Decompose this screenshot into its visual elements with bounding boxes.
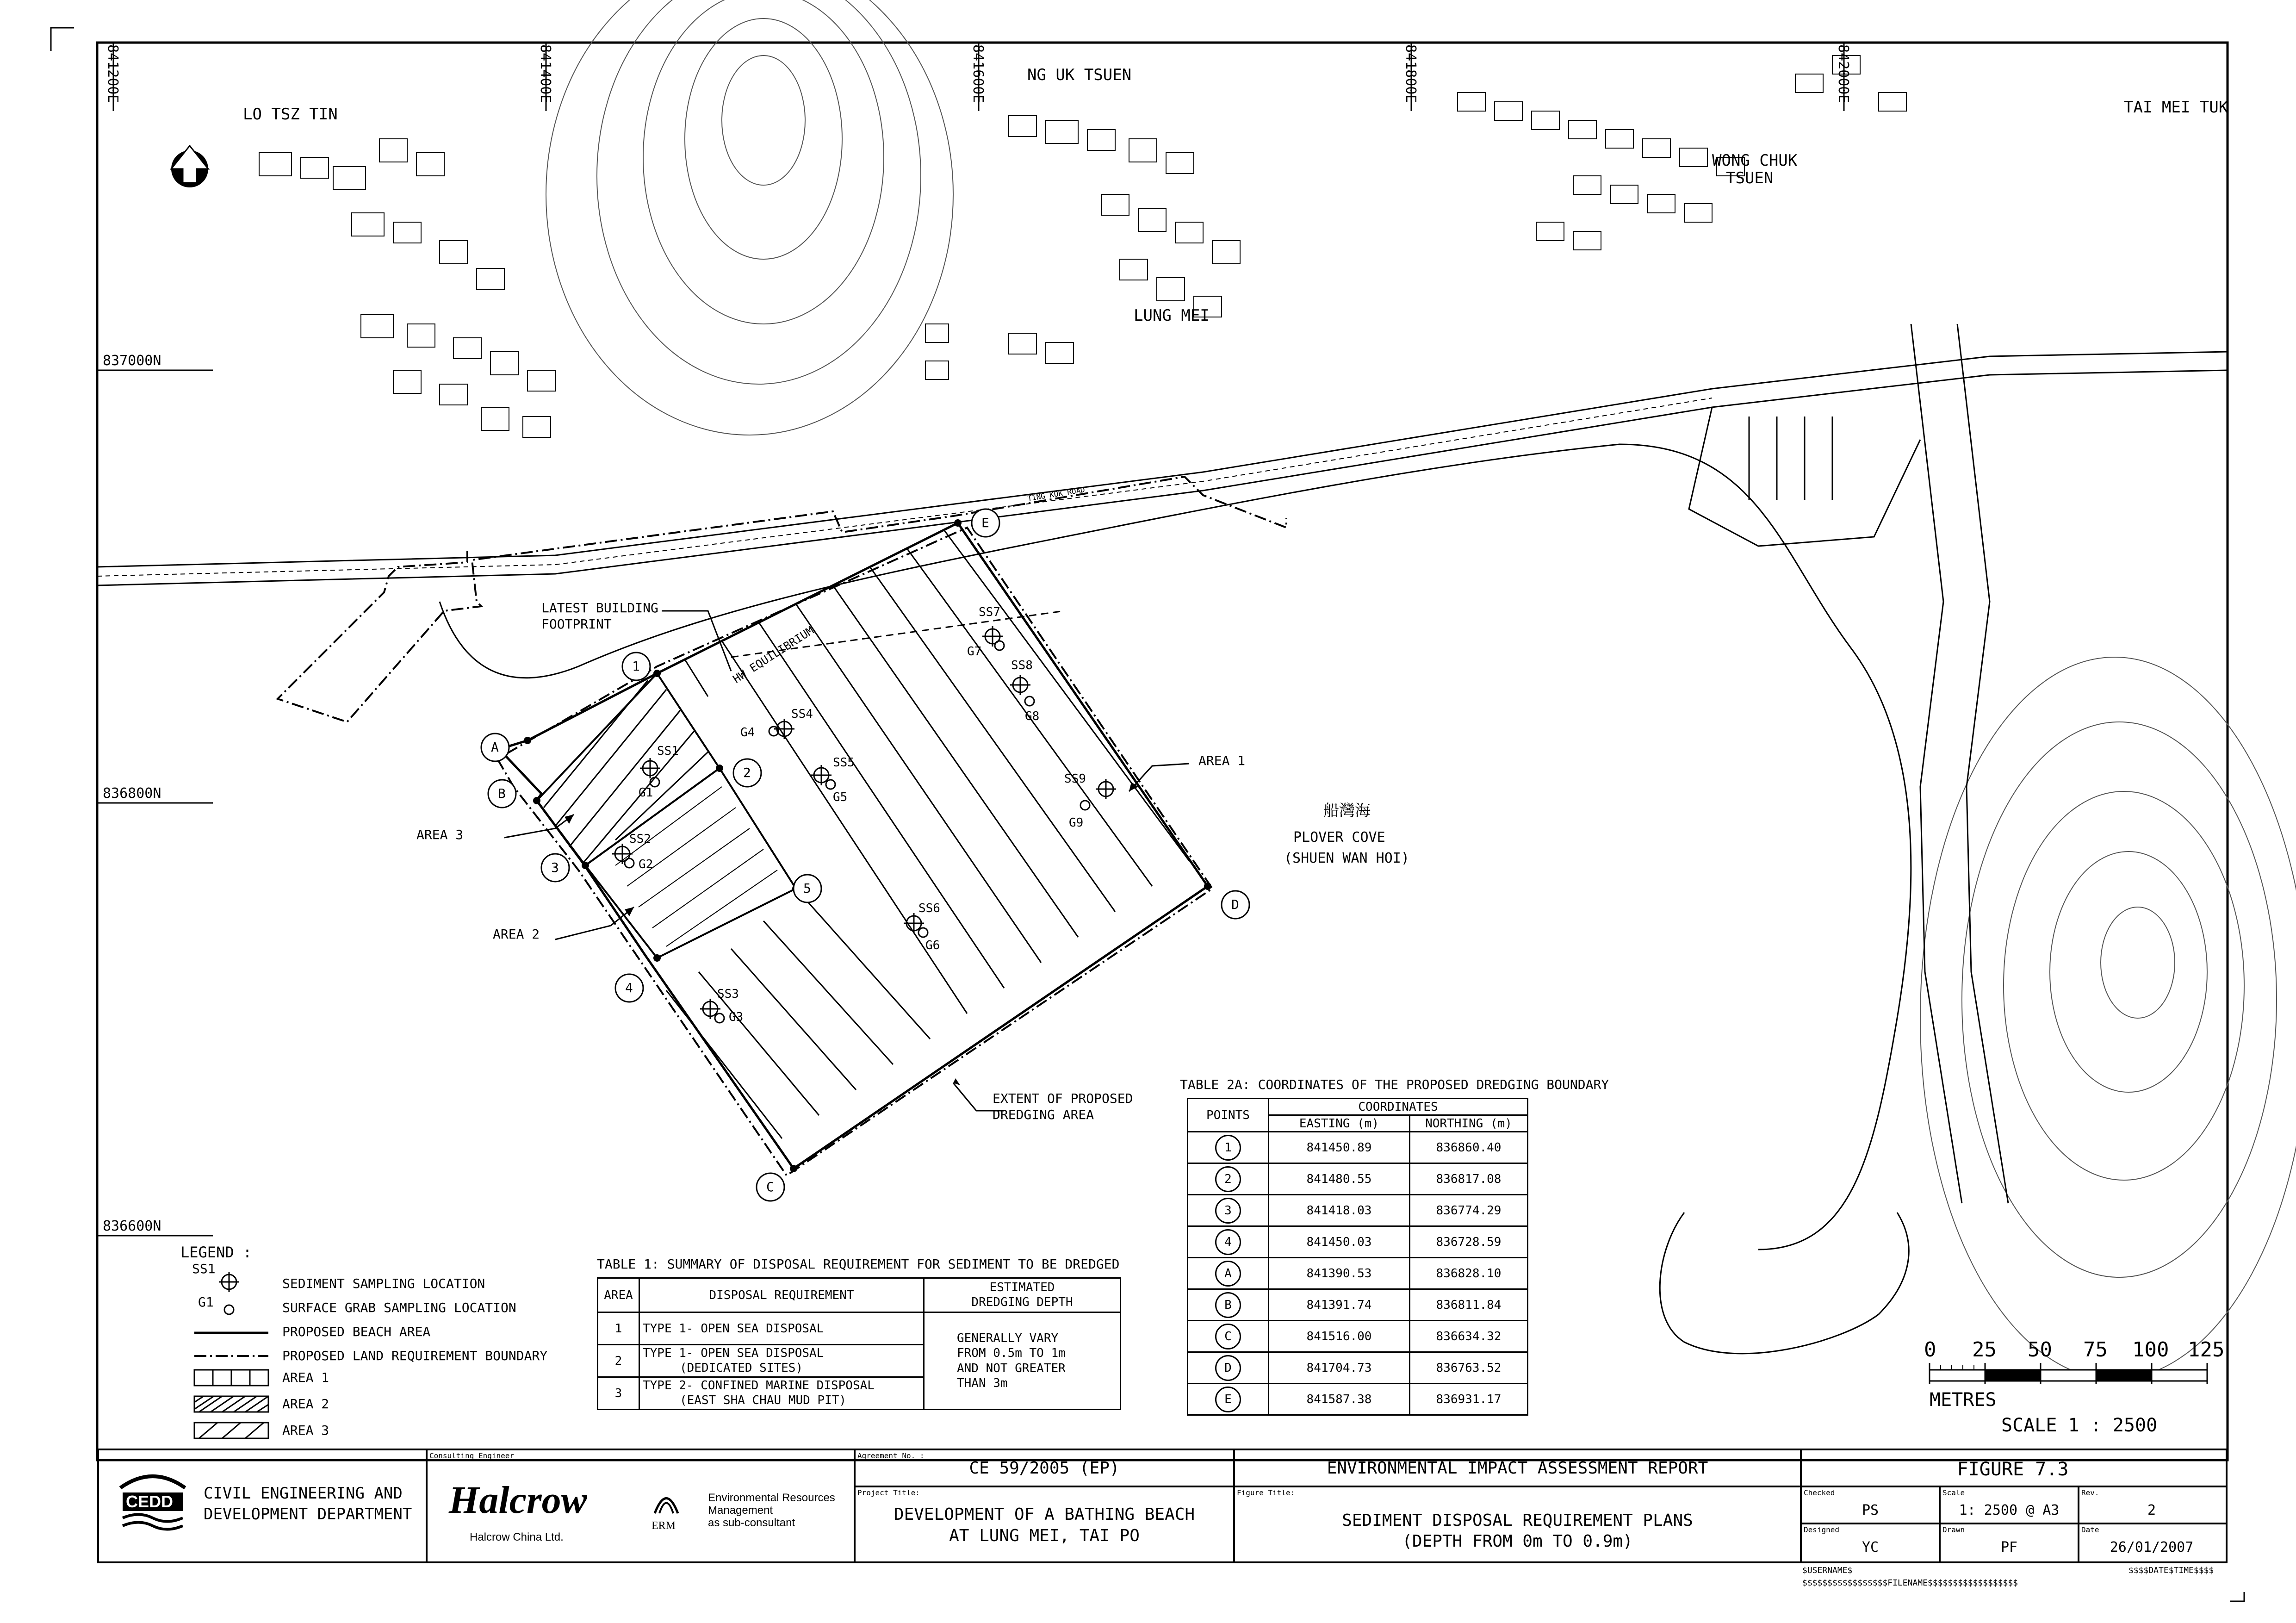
table2-cell: 836931.17 (1410, 1384, 1528, 1415)
point-circle: D (1215, 1355, 1241, 1381)
legend-item: PROPOSED BEACH AREA (282, 1324, 431, 1339)
sample-label: G1 (639, 786, 653, 800)
halcrow-sub: Halcrow China Ltd. (470, 1531, 564, 1543)
figure-number: FIGURE 7.3 (1957, 1459, 2069, 1480)
scale-label: SCALE 1 : 2500 (2001, 1415, 2158, 1436)
table1-header (924, 1278, 1121, 1312)
scale-label-tb: Scale (1942, 1488, 1965, 1497)
table2-cell: 836860.40 (1410, 1132, 1528, 1163)
datetime-field: $$$$DATE$TIME$$$$ (2128, 1566, 2214, 1575)
table2-point (1188, 1226, 1269, 1258)
point-label: E (981, 515, 989, 530)
agreement-no: CE 59/2005 (EP) (969, 1459, 1120, 1478)
checked-value: PS (1862, 1502, 1879, 1518)
rev-label: Rev. (2081, 1488, 2099, 1497)
erm-text: ERM (652, 1520, 676, 1532)
table1-cell (639, 1345, 924, 1377)
table1-cell: 2 (598, 1345, 639, 1377)
place-label: TSUEN (1726, 169, 1774, 187)
table1-cell-line: TYPE 2- CONFINED MARINE DISPOSAL (643, 1379, 875, 1393)
place-label: WONG CHUK (1712, 151, 1798, 170)
point-circle: 3 (1215, 1198, 1241, 1224)
drawn-value: PF (2000, 1539, 2018, 1555)
table2-point (1188, 1321, 1269, 1352)
table2-cell: 841587.38 (1269, 1384, 1410, 1415)
sample-label: SS4 (791, 707, 813, 721)
sample-label: G7 (967, 645, 982, 659)
sample-label: SS6 (918, 902, 940, 915)
sample-label: SS1 (657, 744, 679, 758)
sample-label: G3 (729, 1010, 744, 1024)
grid-label-northing: 836600N (103, 1218, 161, 1234)
legend-title: LEGEND : (180, 1244, 252, 1261)
erm-name: as sub-consultant (708, 1517, 795, 1529)
table1-header: AREA (598, 1278, 639, 1312)
tb-divider (1800, 1486, 2226, 1487)
date-label: Date (2081, 1525, 2099, 1534)
table1-cell: TYPE 1- OPEN SEA DISPOSAL (639, 1312, 924, 1345)
sample-label: SS3 (717, 987, 739, 1001)
sample-label: SS5 (833, 756, 855, 770)
project-title: DEVELOPMENT OF A BATHING BEACH (894, 1505, 1195, 1524)
scale-tick: 125 (2188, 1338, 2225, 1362)
sample-label: G5 (833, 790, 848, 804)
place-label: NG UK TSUEN (1027, 66, 1132, 84)
annotation: HW EQUILIBRIUM (730, 624, 816, 686)
point-label: 5 (803, 881, 811, 896)
point-label: 4 (625, 980, 633, 995)
table2-point (1188, 1195, 1269, 1226)
figure-title-label: Figure Title: (1237, 1488, 1295, 1497)
cedd-name: CIVIL ENGINEERING AND (204, 1484, 403, 1503)
table2-cell: 841450.03 (1269, 1226, 1410, 1258)
designed-label: Designed (1804, 1525, 1840, 1534)
cedd-logo (116, 1465, 190, 1534)
point-label: C (766, 1179, 774, 1194)
depth-line: FROM 0.5m TO 1m (957, 1346, 1066, 1360)
road-label: TING KOK ROAD (1027, 485, 1086, 503)
annotation: AREA 3 (416, 827, 464, 842)
date-value: 26/01/2007 (2110, 1539, 2194, 1555)
place-label: LUNG MEI (1134, 306, 1210, 325)
legend-item: SEDIMENT SAMPLING LOCATION (282, 1276, 485, 1291)
table2-cell: 836774.29 (1410, 1195, 1528, 1226)
grid-label-easting: 841600E (970, 44, 986, 103)
tb-divider (1800, 1523, 2226, 1524)
grid-label-northing: 837000N (103, 353, 161, 369)
table2-point (1188, 1258, 1269, 1289)
project-title: AT LUNG MEI, TAI PO (949, 1526, 1140, 1545)
land-requirement-boundary (278, 477, 1286, 722)
table2-cell: 836817.08 (1410, 1163, 1528, 1195)
table2-point (1188, 1352, 1269, 1384)
table2-cell: 841390.53 (1269, 1258, 1410, 1289)
table2-header: NORTHING (m) (1410, 1115, 1528, 1132)
username-field: $USERNAME$ (1802, 1566, 1853, 1575)
table1-title: TABLE 1: SUMMARY OF DISPOSAL REQUIREMENT FOR SEDIMENT TO BE DREDGED (597, 1256, 1120, 1272)
scale-tick: 100 (2132, 1338, 2169, 1362)
table2-cell: 836763.52 (1410, 1352, 1528, 1384)
point-label: 1 (632, 659, 640, 674)
table1-header-line: DREDGING DEPTH (971, 1295, 1073, 1309)
report-title: ENVIRONMENTAL IMPACT ASSESSMENT REPORT (1327, 1459, 1708, 1478)
agreement-label: Agreement No. : (857, 1451, 925, 1460)
point-circle: B (1215, 1292, 1241, 1318)
table2-cell: 836828.10 (1410, 1258, 1528, 1289)
place-label: 船灣海 (1323, 802, 1371, 820)
point-circle: C (1215, 1324, 1241, 1349)
erm-name: Environmental Resources (708, 1492, 835, 1504)
table2-cell: 841450.89 (1269, 1132, 1410, 1163)
table2-header: POINTS (1188, 1099, 1269, 1132)
sample-label: G9 (1069, 816, 1084, 830)
grid-label-easting: 842000E (1835, 44, 1851, 103)
point-label: 2 (743, 765, 751, 780)
sample-label: G4 (740, 726, 755, 740)
place-label: TAI MEI TUK (2124, 98, 2228, 117)
place-label: PLOVER COVE (1293, 829, 1385, 846)
point-circle: 2 (1215, 1166, 1241, 1192)
table2-cell: 841418.03 (1269, 1195, 1410, 1226)
point-circle: A (1215, 1261, 1241, 1287)
table2-point (1188, 1132, 1269, 1163)
scale-value: 1: 2500 @ A3 (1959, 1502, 2060, 1518)
table2-header: COORDINATES (1269, 1099, 1528, 1115)
table1-header: DISPOSAL REQUIREMENT (639, 1278, 924, 1312)
north-arrow-icon (171, 146, 208, 187)
table1-cell: 3 (598, 1377, 639, 1410)
legend-item: AREA 1 (282, 1370, 329, 1385)
table1-header-line: ESTIMATED (989, 1281, 1055, 1295)
table2-cell: 841516.00 (1269, 1321, 1410, 1352)
grid-label-northing: 836800N (103, 785, 161, 802)
designed-value: YC (1862, 1539, 1879, 1555)
table2-cell: 841391.74 (1269, 1289, 1410, 1321)
legend-item: AREA 3 (282, 1423, 329, 1438)
table1 (597, 1277, 1121, 1410)
table2-point (1188, 1163, 1269, 1195)
table1-cell: 1 (598, 1312, 639, 1345)
table2-cell: 836728.59 (1410, 1226, 1528, 1258)
figure-title: SEDIMENT DISPOSAL REQUIREMENT PLANS (1342, 1511, 1693, 1530)
scale-tick: 25 (1972, 1338, 1997, 1362)
annotation: DREDGING AREA (993, 1107, 1094, 1122)
cedd-name: DEVELOPMENT DEPARTMENT (204, 1505, 412, 1524)
grid-label-easting: 841200E (105, 44, 121, 103)
table2-point (1188, 1384, 1269, 1415)
grid-label-easting: 841800E (1402, 44, 1419, 103)
drawn-label: Drawn (1942, 1525, 1965, 1534)
depth-line: GENERALLY VARY (957, 1331, 1059, 1345)
table2-cell: 836634.32 (1410, 1321, 1528, 1352)
point-label: B (498, 786, 506, 801)
scale-unit: METRES (1930, 1389, 1997, 1411)
table1-cell-line: (DEDICATED SITES) (680, 1361, 803, 1375)
consulting-label: Consulting Engineer (429, 1451, 515, 1460)
sample-label: G6 (925, 939, 940, 952)
annotation: EXTENT OF PROPOSED (993, 1091, 1133, 1106)
sample-label: SS9 (1064, 772, 1086, 786)
point-label: D (1231, 897, 1239, 912)
table1-depth (924, 1312, 1121, 1410)
legend-item: PROPOSED LAND REQUIREMENT BOUNDARY (282, 1348, 548, 1363)
table2 (1187, 1098, 1528, 1416)
scale-tick: 50 (2028, 1338, 2052, 1362)
sample-label: G8 (1025, 709, 1040, 723)
point-label: 3 (551, 860, 559, 875)
tb-divider (426, 1449, 428, 1561)
scale-tick: 0 (1924, 1338, 1936, 1362)
annotation: AREA 1 (1198, 753, 1246, 768)
annotation: LATEST BUILDING (541, 600, 658, 616)
point-label: A (491, 740, 499, 755)
table2-cell: 841704.73 (1269, 1352, 1410, 1384)
sample-label: SS2 (629, 832, 651, 846)
point-circle: E (1215, 1387, 1241, 1412)
erm-logo-icon (652, 1488, 680, 1516)
point-circle: 1 (1215, 1135, 1241, 1161)
legend-ss1: SS1 (192, 1261, 216, 1276)
cedd-logo-text: CEDD (126, 1492, 174, 1511)
sample-label: SS8 (1011, 659, 1033, 672)
table1-cell-line: TYPE 1- OPEN SEA DISPOSAL (643, 1346, 824, 1361)
table1-cell (639, 1377, 924, 1410)
depth-line: AND NOT GREATER (957, 1361, 1066, 1375)
legend-item: AREA 2 (282, 1396, 329, 1412)
tb-divider (854, 1486, 1800, 1487)
erm-name: Management (708, 1504, 773, 1517)
figure-title: (DEPTH FROM 0m TO 0.9m) (1402, 1532, 1633, 1551)
depth-line: THAN 3m (957, 1376, 1008, 1390)
table2-point (1188, 1289, 1269, 1321)
table2-cell: 836811.84 (1410, 1289, 1528, 1321)
annotation: AREA 2 (493, 927, 540, 942)
annotation: FOOTPRINT (541, 616, 612, 632)
grid-label-easting: 841400E (537, 44, 553, 103)
legend-g1: G1 (198, 1294, 214, 1310)
table2-title: TABLE 2A: COORDINATES OF THE PROPOSED DREDGING BOUNDARY (1180, 1077, 1609, 1092)
place-label: (SHUEN WAN HOI) (1284, 850, 1409, 866)
rev-value: 2 (2147, 1502, 2156, 1518)
halcrow-logo: Halcrow (449, 1479, 587, 1522)
table2-header: EASTING (m) (1269, 1115, 1410, 1132)
filename-field: $$$$$$$$$$$$$$$$$FILENAME$$$$$$$$$$$$$$$$$$ (1802, 1578, 2018, 1588)
scale-tick: 75 (2083, 1338, 2108, 1362)
legend-item: SURFACE GRAB SAMPLING LOCATION (282, 1300, 516, 1315)
project-label: Project Title: (857, 1488, 920, 1497)
place-label: LO TSZ TIN (243, 105, 338, 124)
table1-cell-line: (EAST SHA CHAU MUD PIT) (680, 1393, 847, 1407)
checked-label: Checked (1804, 1488, 1835, 1497)
sample-label: G2 (639, 858, 653, 871)
table2-cell: 841480.55 (1269, 1163, 1410, 1195)
sample-label: SS7 (979, 605, 1000, 619)
point-circle: 4 (1215, 1229, 1241, 1255)
